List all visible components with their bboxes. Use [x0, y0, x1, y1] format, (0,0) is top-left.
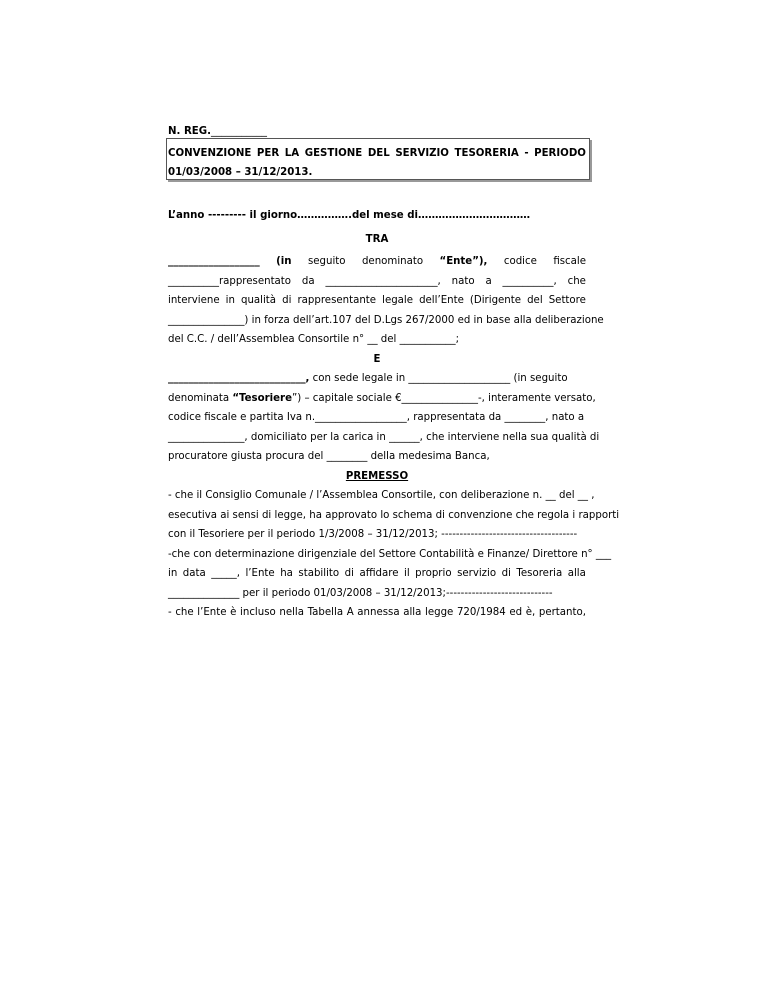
ente-line-1: [168, 256, 586, 267]
tra-heading: TRA: [365, 234, 389, 245]
ente-line-5: del C.C. / dell’Assemblea Consortile n° __ del ___________;: [168, 334, 460, 345]
word: __________rappresentato: [168, 276, 292, 287]
ente-line-3: [168, 295, 586, 306]
tesoriere-line-1: [168, 373, 586, 384]
word: Settore: [548, 295, 586, 306]
ente-line-2: [168, 276, 586, 287]
word: GESTIONE: [304, 148, 363, 159]
word: LA: [284, 148, 300, 159]
word: ha: [280, 568, 293, 579]
word: che: [175, 607, 194, 618]
word: rappresentante: [297, 295, 377, 306]
word: in: [168, 568, 178, 579]
word: SERVIZIO: [395, 148, 449, 159]
word: qualità: [240, 295, 277, 306]
word: interviene: [168, 295, 220, 306]
tesoriere-line-2-a: denominata: [168, 393, 233, 404]
title-line-1: [168, 148, 586, 159]
ente-line-4: _______________) in forza dell’art.107 del D.Lgs 267/2000 ed in base alla deliberazione: [168, 315, 604, 326]
tesoriere-label: “Tesoriere: [232, 393, 292, 404]
premessa-2-line-1: -che con determinazione dirigenziale del Settore Contabilità e Finanze/ Direttore n° ___: [168, 549, 612, 560]
word: legale: [382, 295, 414, 306]
premessa-2-line-3: ______________ per il periodo 01/03/2008 – 31/12/2013;-----------------------------: [168, 588, 553, 599]
word: ______________________,: [325, 276, 441, 287]
word: proprio: [415, 568, 452, 579]
word: di: [282, 295, 292, 306]
word: è,: [525, 607, 536, 618]
word: CONVENZIONE: [168, 148, 252, 159]
word: 720/1984: [456, 607, 506, 618]
word: servizio: [457, 568, 497, 579]
premessa-2-line-2: [168, 568, 586, 579]
word: DEL: [367, 148, 390, 159]
word: è: [230, 607, 237, 618]
word: da: [301, 276, 315, 287]
nreg-blank: ___________: [210, 126, 268, 137]
nreg-label: N. REG.: [168, 126, 211, 137]
word: annessa: [357, 607, 400, 618]
word: -: [168, 607, 172, 618]
tesoriere-line-1-rest: con sede legale in ____________________ (in seguito: [309, 373, 568, 384]
word: denominato: [361, 256, 424, 267]
word: A: [346, 607, 354, 618]
intro-line: L’anno --------- il giorno…………….del mese di……………………………: [168, 210, 531, 221]
premessa-1-line-3: con il Tesoriere per il periodo 1/3/2008 – 31/12/2013; -------------------------------------: [168, 529, 578, 540]
word: di: [344, 568, 354, 579]
word: stabilito: [298, 568, 340, 579]
word: __________,: [502, 276, 557, 287]
word: TESORERIA: [454, 148, 519, 159]
tesoriere-line-5: procuratore giusta procura del ________ della medesima Banca,: [168, 451, 490, 462]
word: affidare: [359, 568, 399, 579]
word: _____,: [211, 568, 240, 579]
word: __________________: [168, 256, 260, 267]
tesoriere-line-3: codice fiscale e partita Iva n.__________________, rappresentata da ________, nato a: [168, 412, 585, 423]
nreg-line: [168, 126, 586, 137]
word: il: [404, 568, 410, 579]
word: seguito: [307, 256, 346, 267]
word: PER: [256, 148, 280, 159]
tesoriere-line-2: [168, 393, 596, 404]
word: pertanto,: [538, 607, 586, 618]
premesso-heading: [168, 471, 586, 482]
word: dell’Ente: [419, 295, 464, 306]
word: del: [527, 295, 543, 306]
tesoriere-line-2-b: ”) – capitale sociale €_______________-, interamente versato,: [291, 393, 596, 404]
word: a: [485, 276, 492, 287]
tesoriere-blank: ___________________________,: [168, 373, 310, 384]
word: Tabella: [307, 607, 344, 618]
title-line-2: 01/03/2008 – 31/12/2013.: [168, 167, 313, 178]
premessa-1-line-2: esecutiva ai sensi di legge, ha approvato lo schema di convenzione che regola i rapporti: [168, 510, 620, 521]
tesoriere-line-4: _______________, domiciliato per la carica in ______, che interviene nella sua qualità di: [168, 432, 600, 443]
premessa-3-line-1: [168, 607, 586, 618]
word: fiscale: [553, 256, 586, 267]
word: nella: [279, 607, 305, 618]
word: data: [182, 568, 206, 579]
word: ed: [509, 607, 523, 618]
word: codice: [503, 256, 537, 267]
word: alla: [403, 607, 422, 618]
word: Tesoreria: [516, 568, 563, 579]
word: (Dirigente: [469, 295, 522, 306]
premesso-text: PREMESSO: [345, 471, 409, 482]
word: incluso: [240, 607, 276, 618]
word: “Ente”),: [439, 256, 488, 267]
word: legge: [425, 607, 454, 618]
word: -: [524, 148, 529, 159]
word: in: [225, 295, 235, 306]
word: che: [567, 276, 586, 287]
word: l’Ente: [197, 607, 227, 618]
premessa-1-line-1: - che il Consiglio Comunale / l’Assemblea Consortile, con deliberazione n. __ del __ ,: [168, 490, 595, 501]
word: l’Ente: [245, 568, 275, 579]
word: (in: [276, 256, 292, 267]
word: alla: [567, 568, 586, 579]
e-heading: E: [373, 354, 381, 365]
word: PERIODO: [534, 148, 586, 159]
word: di: [501, 568, 511, 579]
word: nato: [451, 276, 475, 287]
